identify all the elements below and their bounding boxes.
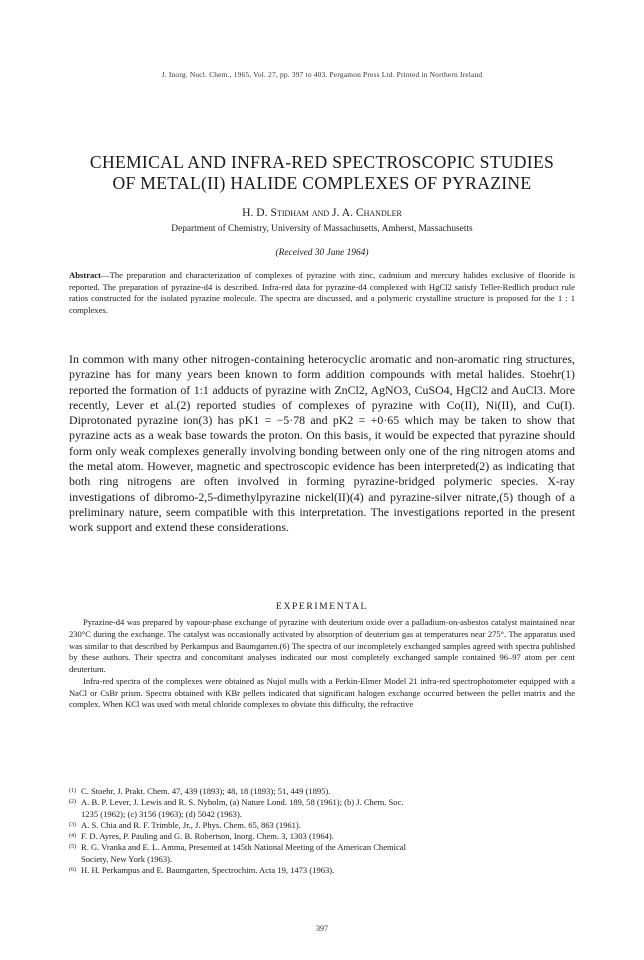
reference-1 [69,786,575,797]
experimental-body [69,617,575,711]
reference-text: A. S. Chia and R. F. Trimble, Jr., J. Phys. Chem. 65, 863 (1961). [81,819,301,830]
reference-number: (1) [69,788,76,794]
received-date: (Received 30 June 1964) [275,248,369,258]
experimental-paragraph-1: Pyrazine-d4 was prepared by vapour-phase exchange of pyrazine with deuterium oxide over a palladium-on-asbestos catalyst maintained near 230°C during the exchange. The catalyst was occasionally activated by absorption of deuterium gas at temperatures near 275°. The apparatus used was similar to that described by Perkampus and Baumgarten.(6) The spectra of our incompletely exchanged samples agreed with spectra published by these authors. Their spectra and concomitant analyses indicated our most completely exchanged sample contained 96–97 atom per cent deuterium. [69,617,575,674]
reference-2 [69,797,575,808]
reference-3 [69,820,575,831]
reference-5 [69,842,575,853]
introduction-paragraph: In common with many other nitrogen-containing heterocyclic aromatic and non-aromatic ring structures, pyrazine has for many years been known to form addition compounds with metal halides. Stoehr(1) reported the formation of 1:1 adducts of pyrazine with ZnCl2, AgNO3, CuSO4, HgCl2 and AuCl3. More recently, Lever et al.(2) reported studies of complexes of pyrazine with Co(II), Ni(II), and Cu(I). Diprotonated pyrazine ion(3) has pK1 = −5·78 and pK2 = +0·65 which may be taken to show that pyrazine acts as a weak base towards the proton. On this basis, it would be expected that pyrazine should form only weak complexes generally involving bonding between only one of the ring nitrogen atoms and the metal atom. However, magnetic and spectroscopic evidence has been interpreted(2) as indicating that both ring nitrogens are often involved in forming pyrazine-bridged polymeric species. X-ray investigations of dibromo-2,5-dimethylpyrazine nickel(II)(4) and pyrazine-silver nitrate,(5) though of a preliminary nature, seem compatible with this interpretation. The investigations reported in the present work support and extend these considerations. [69,352,575,535]
reference-text: R. G. Vranka and E. L. Amma, Presented at 145th National Meeting of the American Chemical [81,842,406,853]
section-heading-experimental: EXPERIMENTAL [276,601,368,612]
reference-4 [69,831,575,842]
experimental-paragraph-2: Infra-red spectra of the complexes were obtained as Nujol mulls with a Perkin-Elmer Model 21 infra-red spectrophotometer equipped with a NaCl or CsBr prism. Spectra obtained with KBr pellets indicated that significant halogen exchange occurred between the pellet matrix and the complex. When KCl was used with metal chloride complexes to obviate this difficulty, the refractive [69,675,575,710]
reference-number: (3) [69,821,76,828]
abstract-label: Abstract [69,270,101,280]
running-head: J. Inorg. Nucl. Chem., 1965, Vol. 27, pp. 397 to 403. Pergamon Press Ltd. Printed in Northern Ireland [161,70,483,79]
paper-title [60,152,584,194]
abstract [69,270,575,316]
reference-number: (6) [69,867,76,874]
title-line-2: OF METAL(II) HALIDE COMPLEXES OF PYRAZINE [112,173,532,193]
reference-text: C. Stoehr, J. Prakt. Chem. 47, 439 (1893); 48, 18 (1893); 51, 449 (1895). [81,786,331,796]
abstract-text: —The preparation and characterization of complexes of pyrazine with zinc, cadmium and mercury halides exclusive of fluoride is reported. The preparation of pyrazine-d4 is described. Infra-red data for pyrazine-d4 complexed with HgCl2 satisfy Teller-Redlich product rule ratios constructed for the isolated pyrazine molecule. The spectra are discussed, and a polymeric crystalline structure is proposed for the 1 : 1 complexes. [69,270,575,315]
reference-number: (5) [69,844,76,851]
reference-text: A. B. P. Lever, J. Lewis and R. S. Nyholm, (a) Nature Lond. 189, 58 (1961); (b) J. Chem. Soc. [81,797,404,808]
title-line-1: CHEMICAL AND INFRA-RED SPECTROSCOPIC STUDIES [89,152,555,172]
authors: H. D. Stidham and J. A. Chandler [242,206,402,219]
references-list [69,786,575,876]
reference-number: (4) [69,833,76,840]
reference-6 [69,865,575,876]
reference-5-continuation: Society, New York (1963). [81,853,173,864]
reference-number: (2) [69,799,76,806]
affiliation: Department of Chemistry, University of Massachusetts, Amherst, Massachusetts [171,224,473,234]
page-number: 397 [316,924,328,933]
reference-text: F. D. Ayres, P. Pauling and G. B. Robertson, Inorg. Chem. 3, 1303 (1964). [81,831,334,842]
reference-2-continuation: 1235 (1962); (c) 3156 (1963); (d) 5042 (1963). [81,808,242,819]
reference-text: H. H. Perkampus and E. Baumgarten, Spectrochim. Acta 19, 1473 (1963). [81,865,335,876]
